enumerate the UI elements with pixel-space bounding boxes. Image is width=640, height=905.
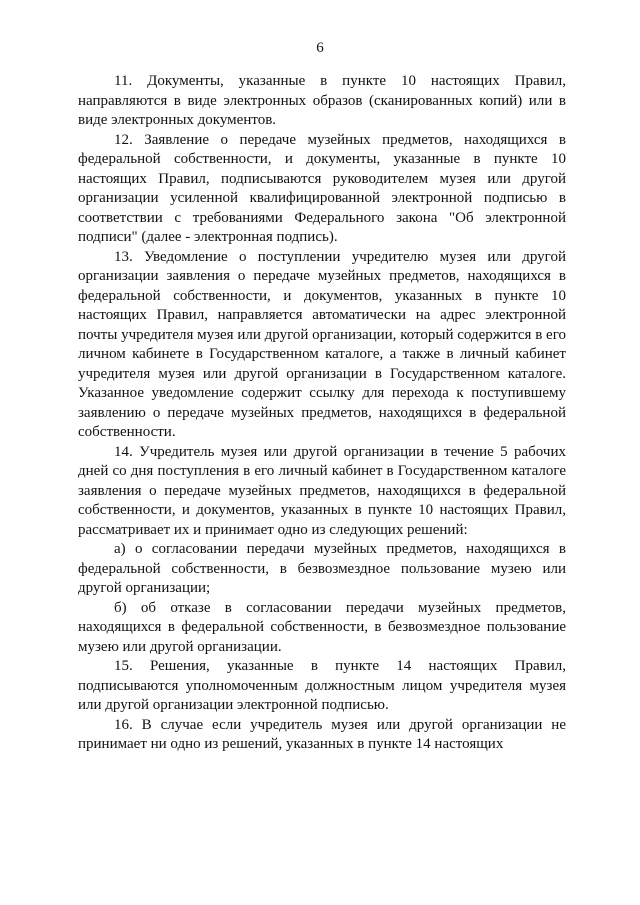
paragraph-13: 13. Уведомление о поступлении учредителю музея или другой организации заявления о передаче музейных предметов, находящихся в федеральной собственности, и документов, указанных в пункте 10 настоящих Правил, направляется автоматически на адрес электронной почты учредителя музея или другой организации, который содержится в его личном кабинете в Государственном каталоге, а также в личный кабинет учредителя музея или другой организации в Государственном каталоге. Указанное уведомление содержит ссылку для перехода к поступившему заявлению о передаче музейных предметов, находящихся в федеральной собственности.: [78, 248, 566, 440]
paragraph-12: 12. Заявление о передаче музейных предметов, находящихся в федеральной собственности, и документы, указанные в пункте 10 настоящих Правил, подписываются руководителем музея или другой организации усиленной квалифицированной электронной подписью в соответствии с требованиями Федерального закона "Об электронной подписи" (далее - электронная подпись).: [78, 131, 566, 245]
page-number: 6: [316, 40, 324, 56]
paragraph-14: 14. Учредитель музея или другой организации в течение 5 рабочих дней со дня поступления в его личный кабинет в Государственном каталоге заявления о передаче музейных предметов, находящихся в федеральной собственности, и документов, указанных в пункте 10 настоящих Правил, рассматривает их и принимает одно из следующих решений:: [78, 443, 566, 538]
paragraph-11: 11. Документы, указанные в пункте 10 настоящих Правил, направляются в виде электронных образов (сканированных копий) или в виде электронных документов.: [78, 73, 566, 128]
document-body: [78, 72, 566, 755]
paragraph-14-item-b: б) об отказе в согласовании передачи музейных предметов, находящихся в федеральной собственности, в безвозмездное пользование музею или другой организации.: [78, 599, 566, 655]
paragraph-16: 16. В случае если учредитель музея или другой организации не принимает ни одно из решений, указанных в пункте 14 настоящих: [78, 716, 566, 752]
paragraph-15: 15. Решения, указанные в пункте 14 настоящих Правил, подписываются уполномоченным должностным лицом учредителя музея или другой организации электронной подписью.: [78, 658, 566, 713]
paragraph-14-item-a: а) о согласовании передачи музейных предметов, находящихся в федеральной собственности, в безвозмездное пользование музею или другой организации;: [78, 541, 566, 596]
